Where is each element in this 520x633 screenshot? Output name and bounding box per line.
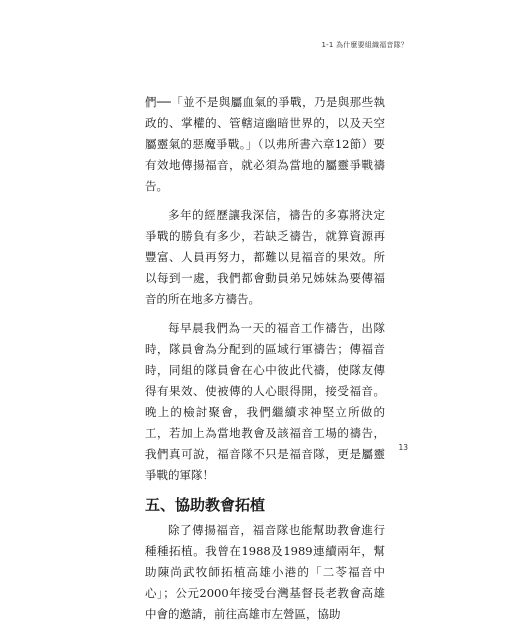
page-number: 13 <box>398 443 408 452</box>
running-header: 1-1 為什麼要組織福音隊？ <box>321 41 408 49</box>
paragraph: 多年的經歷讓我深信，禱告的多寡將決定爭戰的勝負有多少，若缺乏禱告，就算資源再豐富、人員再努力，都難以見福音的果效。所以每到一處，我們都會動員弟兄姊妹為要傳福音的所在地多方禱告。 <box>145 208 385 306</box>
section-heading: 五、協助教會拓植 <box>145 496 266 514</box>
paragraph: 每早晨我們為一天的福音工作禱告，出隊時，隊員會為分配到的區域行軍禱告；傳福音時，同組的隊員會在心中彼此代禱，使隊友傳得有果效、使被傳的人心眼得開，接受福音。晚上的檢討聚會，我們繼續求神堅立所做的工，若加上為當地教會及該福音工場的禱告，我們真可說，福音隊不只是福音隊，更是屬靈爭戰的軍隊！ <box>145 321 385 482</box>
body-text <box>145 92 385 633</box>
paragraph: 除了傳揚福音，福音隊也能幫助教會進行種種拓植。我曾在1988及1989連續兩年，幫助陳尚武牧師拓植高雄小港的「二苓福音中心」；公元2000年接受台灣基督長老教會高雄中會的邀請，前往高雄市左營區，協助 <box>145 523 385 621</box>
paragraph-continued: 們──「並不是與屬血氣的爭戰，乃是與那些執政的、掌權的、管轄這幽暗世界的，以及天空屬靈氣的惡魔爭戰。」（以弗所書六章12節）要有效地傳揚福音，就必須為當地的屬靈爭戰禱告。 <box>145 95 385 193</box>
